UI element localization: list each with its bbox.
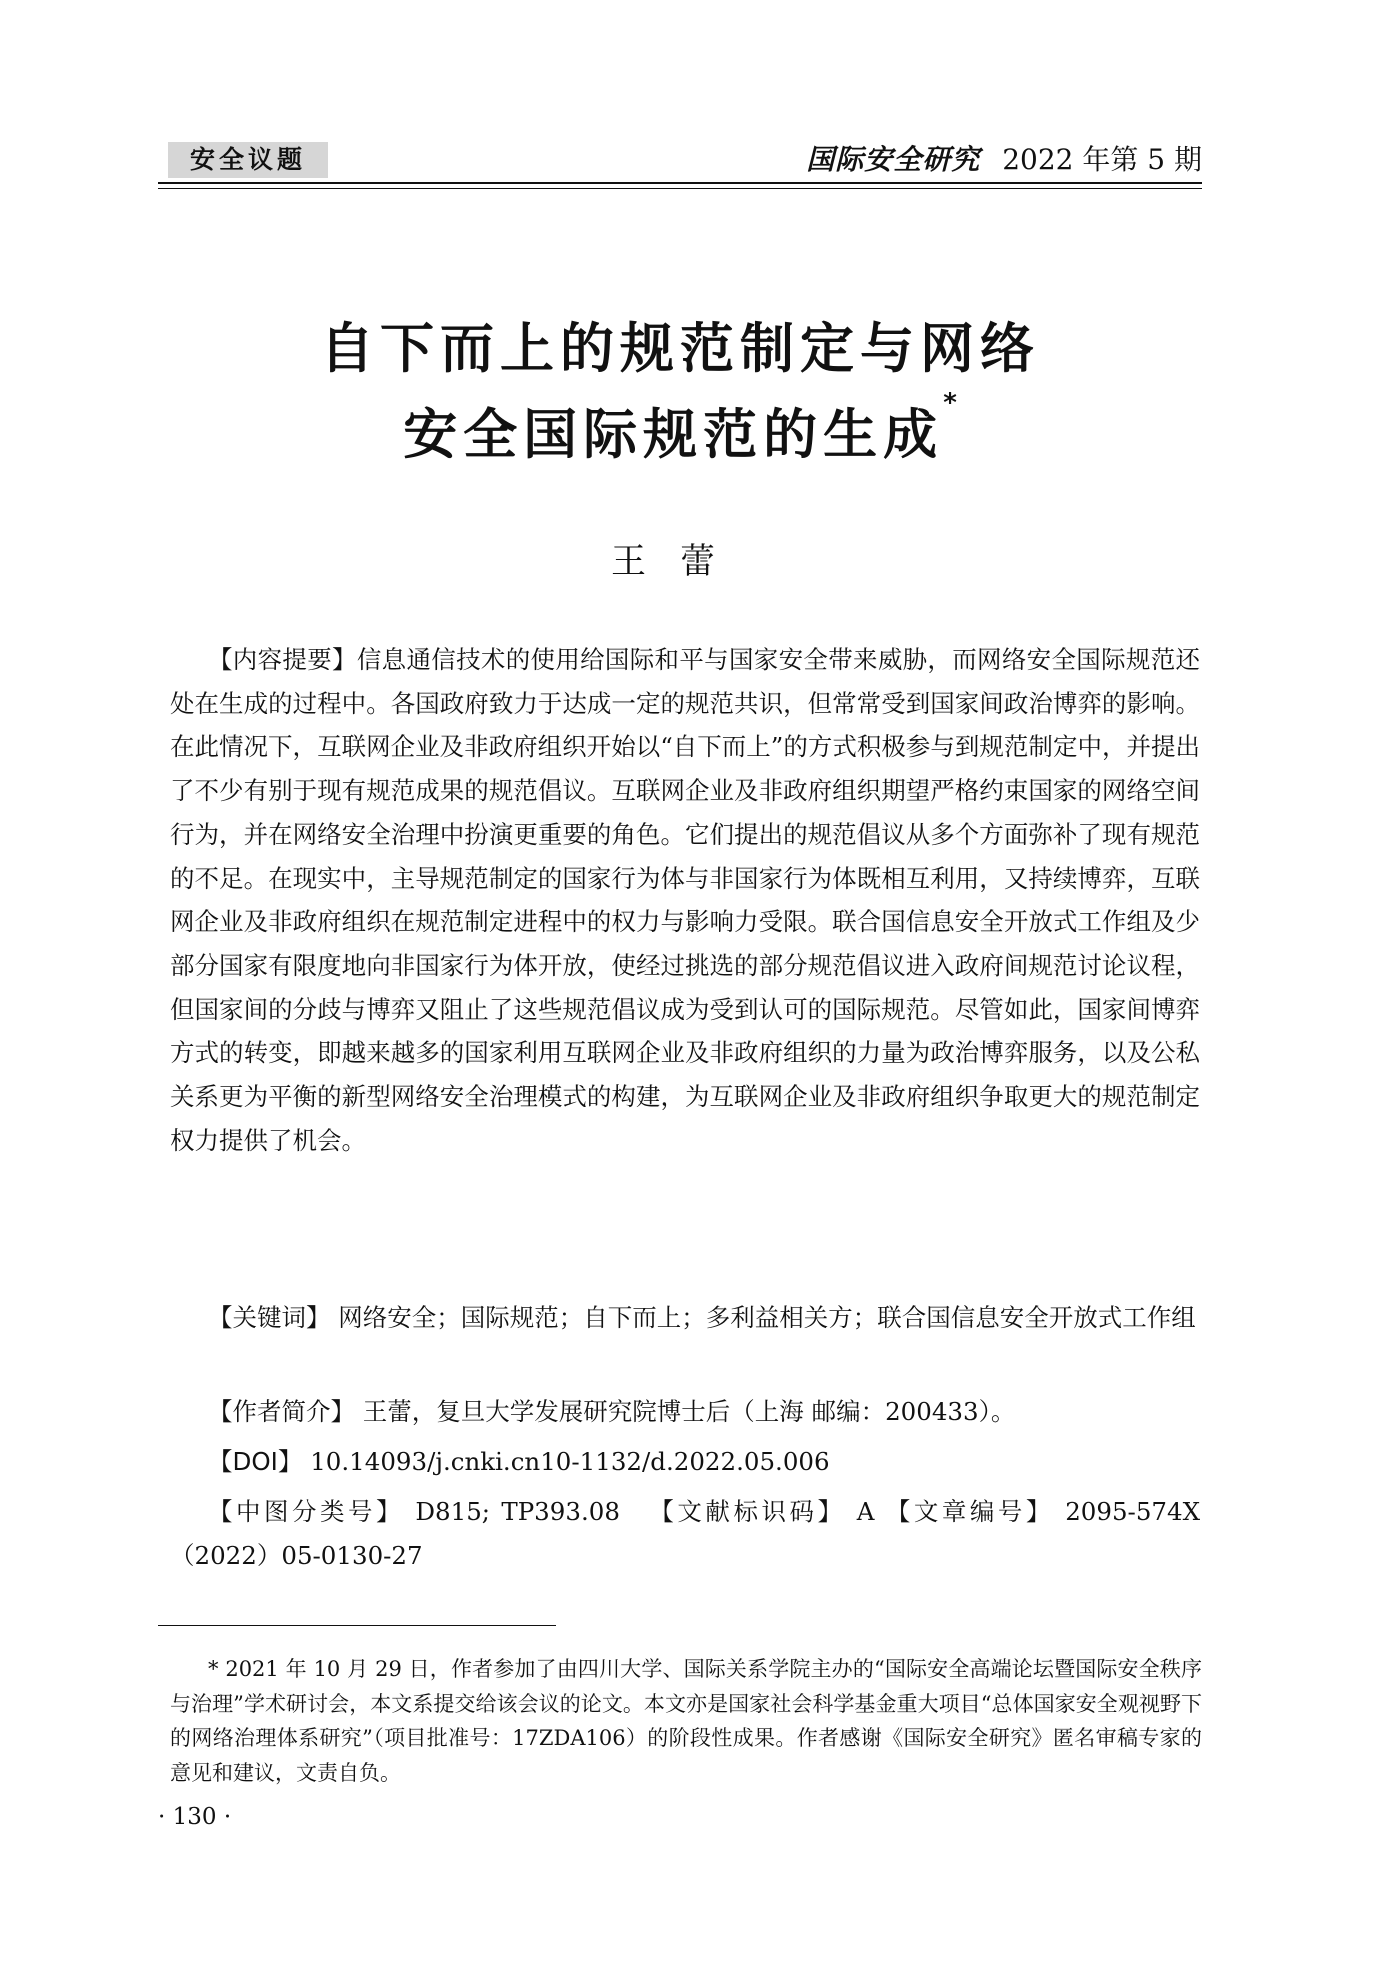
keywords-text: 网络安全；国际规范；自下而上；多利益相关方；联合国信息安全开放式工作组 [338,1303,1196,1332]
classification-line [170,1490,1200,1577]
author-bio-label: 【作者简介】 [208,1397,355,1426]
footnote: * 2021 年 10 月 29 日，作者参加了由四川大学、国际关系学院主办的“国际安全高端论坛暨国际安全秩序与治理”学术研讨会，本文系提交给该会议的论文。本文亦是国家社会科学基金重大项目“总体国家安全观视野下的网络治理体系研究”（项目批准号：17ZDA106）的阶段性成果。作者感谢《国际安全研究》匿名审稿专家的意见和建议，文责自负。 [170,1657,1202,1785]
article-title-line2-text: 安全国际规范的生成 [403,403,944,466]
abstract-label: 【内容提要】 [208,645,357,674]
footnote-rule [158,1625,556,1626]
doi-value: 10.14093/j.cnki.cn10-1132/d.2022.05.006 [310,1447,830,1476]
doc-code-label: 【文献标识码】 [645,1497,846,1526]
doi [170,1440,1238,1484]
doi-label: 【DOI】 [208,1447,303,1476]
article-title-line1: 自下而上的规范制定与网络 [320,317,1040,380]
author-name: 王蕾 [610,542,749,582]
keywords-label: 【关键词】 [208,1303,331,1332]
author-bio [170,1390,1238,1434]
clc-label: 【中图分类号】 [208,1497,405,1526]
title-footnote-mark: * [943,388,957,418]
article-no-label: 【文章编号】 [885,1497,1054,1526]
running-header [806,140,1202,180]
header-rule-thin [158,188,1202,189]
article-no-value: 2095-574X（2022）05-0130-27 [170,1497,1201,1570]
abstract [170,638,1200,1162]
clc-value: D815; TP393.08 [415,1497,620,1526]
journal-name: 国际安全研究 [806,143,981,176]
page-number: · 130 · [158,1804,232,1830]
doc-code-value: A [856,1497,875,1526]
author-bio-text: 王蕾，复旦大学发展研究院博士后（上海 邮编：200433）。 [362,1397,1016,1426]
issue-info: 2022 年第 5 期 [1002,143,1202,176]
header-rule-thick [158,182,1202,184]
abstract-text: 信息通信技术的使用给国际和平与国家安全带来威胁，而网络安全国际规范还处在生成的过程中。各国政府致力于达成一定的规范共识，但常常受到国家间政治博弈的影响。在此情况下，互联网企业及非政府组织开始以“自下而上”的方式积极参与到规范制定中，并提出了不少有别于现有规范成果的规范倡议。互联网企业及非政府组织期望严格约束国家的网络空间行为，并在网络安全治理中扮演更重要的角色。它们提出的规范倡议从多个方面弥补了现有规范的不足。在现实中，主导规范制定的国家行为体与非国家行为体既相互利用，又持续博弈，互联网企业及非政府组织在规范制定进程中的权力与影响力受限。联合国信息安全开放式工作组及少部分国家有限度地向非国家行为体开放，使经过挑选的部分规范倡议进入政府间规范讨论议程，但国家间的分歧与博弈又阻止了这些规范倡议成为受到认可的国际规范。尽管如此，国家间博弈方式的转变，即越来越多的国家利用互联网企业及非政府组织的力量为政治博弈服务，以及公私关系更为平衡的新型网络安全治理模式的构建，为互联网企业及非政府组织争取更大的规范制定权力提供了机会。 [170,645,1201,1155]
article-title-line2 [158,388,1202,469]
keywords [170,1296,1200,1340]
section-tag: 安全议题 [168,142,328,178]
